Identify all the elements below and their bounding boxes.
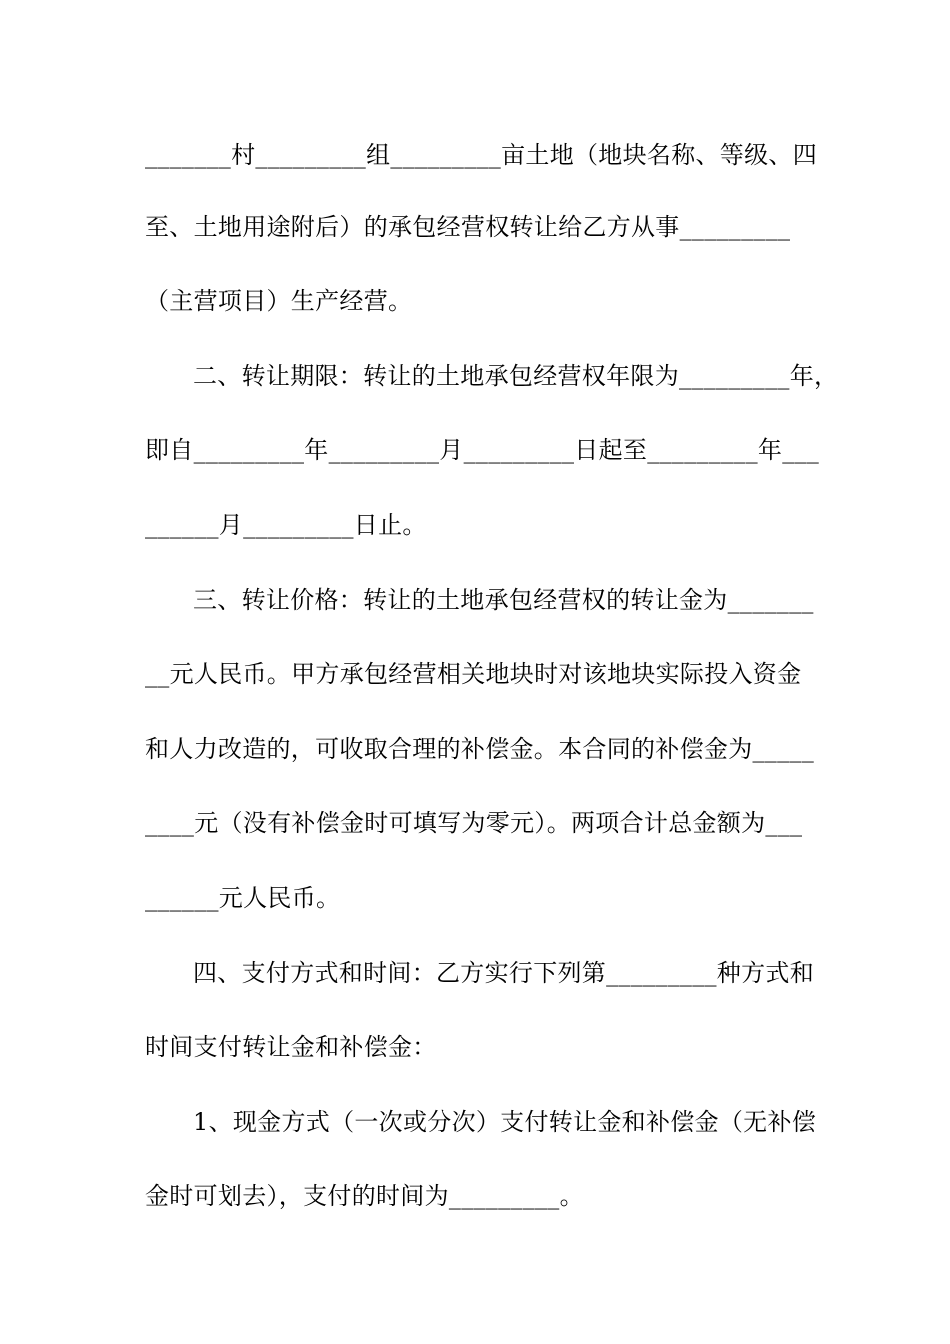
section-three-heading-line: 三、转让价格：转让的土地承包经营权的转让金为_______	[193, 586, 814, 614]
text-line-13: 时间支付转让金和补偿金：	[145, 1033, 437, 1061]
text-line-11: ______元人民币。	[145, 884, 341, 912]
section-two-heading-line: 二、转让期限：转让的土地承包经营权年限为_________年，	[193, 362, 839, 390]
item-one-line: 1、现金方式（一次或分次）支付转让金和补偿金（无补偿	[193, 1108, 817, 1136]
text-line-2: 至、土地用途附后）的承包经营权转让给乙方从事_________	[145, 213, 791, 241]
text-line-1: _______村_________组_________亩土地（地块名称、等级、四	[145, 141, 817, 169]
text-line-10: ____元（没有补偿金时可填写为零元）。两项合计总金额为___	[145, 809, 803, 837]
text-line-15: 金时可划去），支付的时间为_________。	[145, 1182, 584, 1210]
text-line-5: 即自_________年_________月_________日起至_________年___	[145, 436, 820, 464]
text-line-8: __元人民币。甲方承包经营相关地块时对该地块实际投入资金	[145, 660, 802, 688]
text-line-3: （主营项目）生产经营。	[145, 287, 413, 315]
text-line-9: 和人力改造的，可收取合理的补偿金。本合同的补偿金为_____	[145, 735, 814, 763]
section-four-heading-line: 四、支付方式和时间：乙方实行下列第_________种方式和	[193, 959, 814, 987]
text-line-6: ______月_________日止。	[145, 511, 427, 539]
